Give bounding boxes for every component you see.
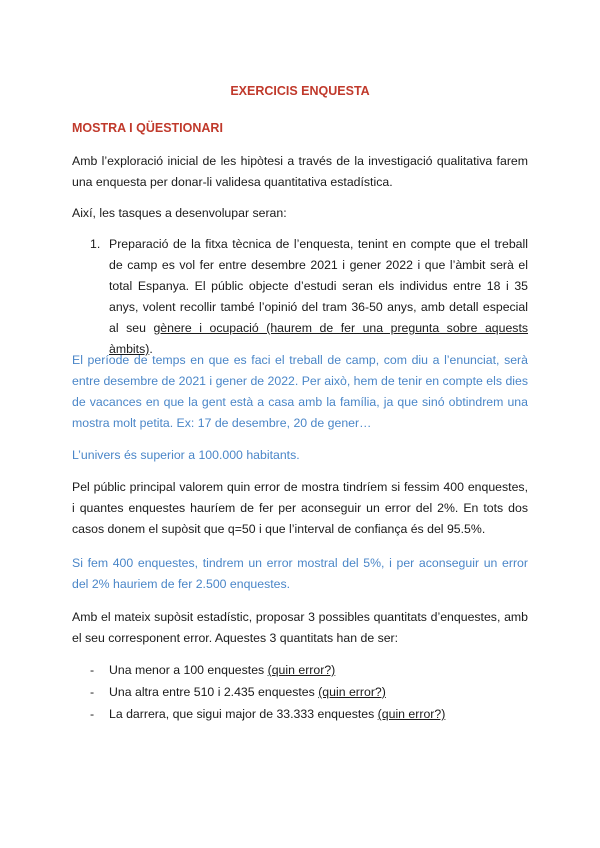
list-item	[72, 682, 528, 703]
bullet-underlined: (quin error?)	[377, 707, 446, 721]
list-item	[72, 704, 528, 725]
list-item	[72, 660, 528, 681]
question-paragraph-error: Pel públic principal valorem quin error de mostra tindríem si fessim 400 enquestes, i quantes enquestes hauríem de fer per aconseguir un error del 2%. En tots dos casos donem el supòsit que q=50 i que l’interval de confiança és del 95.5%.	[72, 480, 528, 536]
list-item-end: .	[149, 342, 153, 356]
numbered-list-item	[72, 234, 528, 360]
tasks-intro-paragraph: Així, les tasques a desenvolupar seran:	[72, 206, 287, 220]
bullet-underlined: (quin error?)	[267, 663, 336, 677]
section-heading: MOSTRA I QÜESTIONARI	[72, 121, 223, 135]
answer-paragraph-universe: L’univers és superior a 100.000 habitants.	[72, 448, 300, 462]
bullet-text: La darrera, que sigui major de 33.333 enquestes	[109, 707, 378, 721]
list-item-body: Preparació de la fitxa tècnica de l’enquesta, tenint en compte que el treball de camp es vol fer entre desembre 2021 i gener 2022 i que l’àmbit serà el total Espanya. El públic objecte d’estudi seran els individus entre 18 i 35 anys, volent recollir també l’opinió del tram 36-50 anys, amb detall especial al seu	[109, 237, 528, 335]
dash-marker: -	[90, 707, 95, 721]
bullet-text: Una altra entre 510 i 2.435 enquestes	[109, 685, 319, 699]
answer-paragraph-period: El període de temps en que es faci el treball de camp, com diu a l’enunciat, serà entre desembre de 2021 i gener de 2022. Per això, hem de tenir en compte els dies de vacances en que la gent està a casa amb la família, ja que sinó obtindrem una mostra molt petita. Ex: 17 de desembre, 20 de gener…	[72, 353, 528, 430]
bullet-text: Una menor a 100 enquestes	[109, 663, 268, 677]
list-item-underlined: gènere i ocupació (haurem de fer una pregunta sobre aquests àmbits)	[109, 321, 529, 356]
list-item-text	[109, 234, 528, 360]
bullet-underlined: (quin error?)	[318, 685, 386, 699]
intro-paragraph: Amb l’exploració inicial de les hipòtesi a través de la investigació qualitativa farem una enquesta per donar-li validesa quantitativa estadística.	[72, 154, 528, 189]
list-number: 1.	[90, 237, 101, 251]
document-title: EXERCICIS ENQUESTA	[230, 84, 370, 98]
question-paragraph-quantities: Amb el mateix supòsit estadístic, proposar 3 possibles quantitats d’enquestes, amb el seu corresponent error. Aquestes 3 quantitats han de ser:	[72, 610, 528, 645]
answer-paragraph-error: Si fem 400 enquestes, tindrem un error mostral del 5%, i per aconseguir un error del 2% hauriem de fer 2.500 enquestes.	[72, 556, 528, 591]
dash-marker: -	[90, 663, 95, 677]
dash-marker: -	[90, 685, 95, 699]
